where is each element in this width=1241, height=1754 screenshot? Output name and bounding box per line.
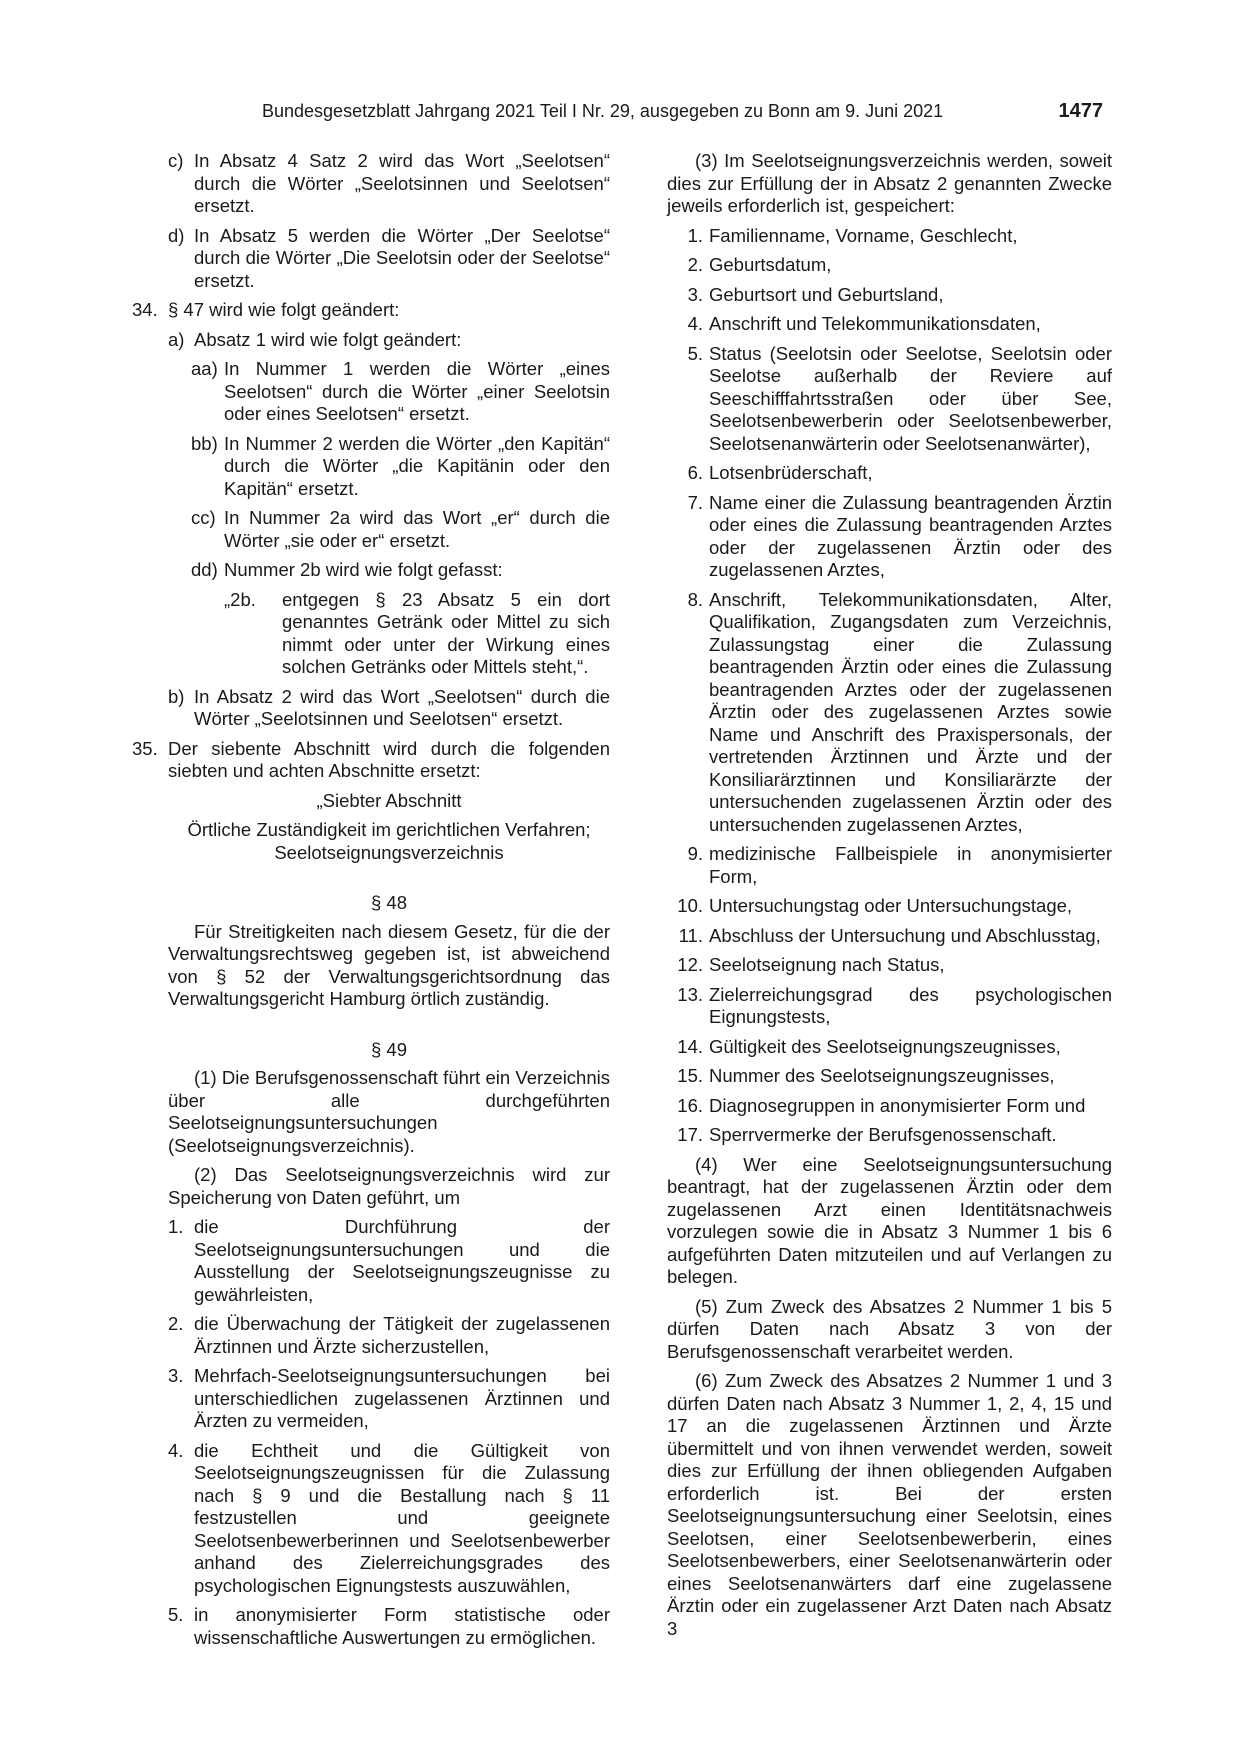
item-label: d) <box>168 224 185 246</box>
section-title: „Siebter Abschnitt <box>316 789 462 811</box>
list-item <box>168 1365 610 1433</box>
item-text: Abschluss der Untersuchung und Abschlusstag, <box>709 924 1101 946</box>
item-text: In Nummer 2a wird das Wort „er“ durch die Wörter „sie oder er“ ersetzt. <box>224 507 610 551</box>
list-item <box>667 343 1112 456</box>
item-text: Nummer 2b wird wie folgt gefasst: <box>224 559 503 580</box>
list-item <box>667 954 1112 977</box>
item-label: 1. <box>687 224 703 246</box>
item-label: 12. <box>677 954 703 975</box>
amendment-item-cc <box>191 507 610 552</box>
item-label: bb) <box>191 432 218 454</box>
amendment-item-35 <box>132 738 610 783</box>
item-label: 5. <box>687 342 703 364</box>
item-text: Geburtsort und Geburtsland, <box>709 283 944 305</box>
gazette-header-text: Bundesgesetzblatt Jahrgang 2021 Teil I Nr. 29, ausgegeben zu Bonn am 9. Juni 2021 <box>262 101 944 121</box>
item-text: Zielerreichungsgrad des psychologischen Eignungstests, <box>709 983 1112 1027</box>
list-item <box>168 1440 610 1598</box>
item-text: Seelotseignung nach Status, <box>709 954 945 975</box>
list-item <box>667 492 1112 582</box>
item-label: 2. <box>168 1313 184 1334</box>
item-text: Geburtsdatum, <box>709 254 832 275</box>
list-item <box>667 1036 1112 1059</box>
paragraph-48-text: Für Streitigkeiten nach diesem Gesetz, für die der Verwaltungsrechtsweg gegeben ist, ist abweichend von § 52 der Verwaltungsgerichtsordnung das Verwaltungsgericht Hamburg örtlich zuständig. <box>168 920 610 1009</box>
item-label: 13. <box>677 983 703 1005</box>
amendment-item-a <box>168 329 610 352</box>
item-text: In Nummer 2 werden die Wörter „den Kapitän“ durch die Wörter „die Kapitänin oder den Kapitän“ ersetzt. <box>224 432 610 499</box>
left-column <box>132 150 610 1656</box>
item-label: dd) <box>191 559 218 580</box>
list-item <box>667 1095 1112 1118</box>
item-text: medizinische Fallbeispiele in anonymisierter Form, <box>709 843 1112 887</box>
paragraph-49-subsection-5: (5) Zum Zweck des Absatzes 2 Nummer 1 bis 5 dürfen Daten nach Absatz 3 von der Berufsgenossenschaft verarbeitet werden. <box>667 1295 1112 1362</box>
amendment-item-aa <box>191 358 610 426</box>
page-header <box>262 100 1103 123</box>
list-item <box>168 1313 610 1358</box>
amendment-item-d <box>168 225 610 293</box>
list-item <box>667 284 1112 307</box>
list-item <box>168 1604 610 1649</box>
list-item <box>667 895 1112 918</box>
item-label: 35. <box>132 737 158 759</box>
quoted-item-2b <box>224 589 610 679</box>
list-item <box>667 1065 1112 1088</box>
item-text: Sperrvermerke der Berufsgenossenschaft. <box>709 1124 1057 1145</box>
item-label: 15. <box>677 1065 703 1086</box>
item-text: Nummer des Seelotseignungszeugnisses, <box>709 1065 1055 1086</box>
item-label: aa) <box>191 358 218 379</box>
paragraph-48-heading: § 48 <box>370 892 407 913</box>
item-text: die Überwachung der Tätigkeit der zugelassenen Ärztinnen und Ärzte sicherzustellen, <box>194 1313 610 1357</box>
paragraph-49-subsection-4: (4) Wer eine Seelotseignungsuntersuchung beantragt, hat der zugelassenen Ärztin oder dem zugelassenen Arzt einen Identitätsnachweis vorzulegen sowie die in Absatz 3 Nummer 1 bis 6 aufgeführten Daten mitzuteilen und auf Verlangen zu belegen. <box>667 1153 1112 1287</box>
item-text: Status (Seelotsin oder Seelotse, Seelotsin oder Seelotse außerhalb der Reviere auf Seeschifffahrtsstraßen oder über See, Seelotsenbewerberin oder Seelotsenbewerber, Seelotsenanwärterin oder Seelotsenanwärter), <box>709 342 1112 454</box>
item-label: 2. <box>687 254 703 275</box>
item-label: „2b. <box>224 588 256 610</box>
item-text: Diagnosegruppen in anonymisierter Form und <box>709 1094 1086 1116</box>
item-label: 6. <box>687 462 703 483</box>
amendment-item-dd <box>191 559 610 582</box>
item-label: 14. <box>677 1035 703 1057</box>
paragraph-49-subsection-6: (6) Zum Zweck des Absatzes 2 Nummer 1 und 3 dürfen Daten nach Absatz 3 Nummer 1, 2, 4, 15 und 17 an die zugelassenen Ärztinnen und Ärzte übermittelt und von ihnen verwendet werden, soweit dies zur Erfüllung der ihnen obliegenden Aufgaben erforderlich ist. Bei der ersten Seelotseignungsuntersuchung einer Seelotsin, eines Seelotsen, einer Seelotsenbewerberin, eines Seelotsenbewerbers, einer Seelotsenanwärterin oder eines Seelotsenanwärters darf eine zugelassene Ärztin oder ein zugelassener Arzt Daten nach Absatz 3 <box>667 1370 1112 1639</box>
item-text: die Echtheit und die Gültigkeit von Seelotseignungszeugnissen für die Zulassung nach § 9 und die Bestallung nach § 11 festzustellen und geeignete Seelotsenbewerberinnen und Seelotsenbewerber anhand des Zielerreichungsgrades des psychologischen Eignungstests auszuwählen, <box>194 1439 610 1596</box>
list-item <box>667 843 1112 888</box>
item-text: in anonymisierter Form statistische oder wissenschaftliche Auswertungen zu ermöglichen. <box>194 1604 610 1648</box>
list-item <box>667 254 1112 277</box>
item-text: Anschrift, Telekommunikationsdaten, Alter, Qualifikation, Zugangsdaten zum Verzeichnis, Zulassungstag einer die Zulassung beantragenden Ärztin oder eines die Zulassung beantragenden Arztes oder der zugelassenen Ärztin oder des zugelassenen Arztes sowie Name und Anschrift des Praxispersonals, der vertretenden Ärztinnen und Ärzte und der Konsiliarärztinnen und Konsiliarärzte der untersuchenden zugelassenen Ärztin oder des untersuchenden zugelassenen Arztes, <box>709 588 1112 835</box>
item-text: Anschrift und Telekommunikationsdaten, <box>709 313 1041 334</box>
item-text: § 47 wird wie folgt geändert: <box>168 299 400 320</box>
page-number: 1477 <box>1058 100 1103 122</box>
item-label: 4. <box>687 313 703 334</box>
item-text: Absatz 1 wird wie folgt geändert: <box>194 328 462 350</box>
item-label: 10. <box>677 895 703 916</box>
paragraph-49-heading: § 49 <box>370 1038 407 1060</box>
item-label: c) <box>168 150 184 171</box>
item-text: In Absatz 2 wird das Wort „Seelotsen“ durch die Wörter „Seelotsinnen und Seelotsen“ ersetzt. <box>194 685 610 729</box>
item-label: 7. <box>687 491 703 513</box>
item-label: 34. <box>132 299 158 320</box>
item-text: Gültigkeit des Seelotseignungszeugnisses, <box>709 1035 1061 1057</box>
item-text: In Absatz 5 werden die Wörter „Der Seelotse“ durch die Wörter „Die Seelotsin oder der Seelotse“ ersetzt. <box>194 224 610 291</box>
list-item <box>667 925 1112 948</box>
item-text: Lotsenbrüderschaft, <box>709 462 873 483</box>
list-item <box>168 1216 610 1306</box>
item-text: Familienname, Vorname, Geschlecht, <box>709 224 1018 246</box>
item-label: 16. <box>677 1094 703 1116</box>
list-item <box>667 984 1112 1029</box>
right-column <box>667 150 1112 1647</box>
item-text: Untersuchungstag oder Untersuchungstage, <box>709 895 1073 916</box>
amendment-item-34 <box>132 299 610 322</box>
amendment-item-b <box>168 686 610 731</box>
list-item <box>667 589 1112 837</box>
item-label: 3. <box>687 283 703 305</box>
item-label: a) <box>168 328 185 350</box>
item-text: In Nummer 1 werden die Wörter „eines Seelotsen“ durch die Wörter „einer Seelotsin oder eines Seelotsen“ ersetzt. <box>224 358 610 424</box>
item-label: 9. <box>687 843 703 864</box>
item-text: Der siebente Abschnitt wird durch die folgenden siebten und achten Abschnitte ersetzt: <box>168 737 610 781</box>
item-label: b) <box>168 685 185 707</box>
amendment-item-c <box>168 150 610 218</box>
list-item <box>667 1124 1112 1147</box>
item-text: Mehrfach-Seelotseignungsuntersuchungen bei unterschiedlichen zugelassenen Ärztinnen und Ärzten zu vermeiden, <box>194 1365 610 1431</box>
item-label: 11. <box>678 924 703 946</box>
paragraph-49-subsection-3: (3) Im Seelotseignungsverzeichnis werden, soweit dies zur Erfüllung der in Absatz 2 genannten Zwecke jeweils erforderlich ist, gespeichert: <box>667 150 1112 216</box>
item-label: 1. <box>168 1216 184 1237</box>
item-text: die Durchführung der Seelotseignungsuntersuchungen und die Ausstellung der Seelotseignungszeugnisse zu gewährleisten, <box>194 1216 610 1305</box>
item-label: 8. <box>687 588 703 610</box>
amendment-item-bb <box>191 433 610 501</box>
item-label: 4. <box>168 1439 184 1461</box>
list-item <box>667 313 1112 336</box>
paragraph-49-subsection-2: (2) Das Seelotseignungsverzeichnis wird zur Speicherung von Daten geführt, um <box>168 1164 610 1208</box>
list-item <box>667 462 1112 485</box>
item-label: 5. <box>168 1604 184 1625</box>
item-label: 3. <box>168 1365 184 1386</box>
section-subtitle: Örtliche Zuständigkeit im gerichtlichen Verfahren; Seelotseignungsverzeichnis <box>187 819 591 863</box>
item-label: 17. <box>677 1124 703 1145</box>
paragraph-49-subsection-1: (1) Die Berufsgenossenschaft führt ein Verzeichnis über alle durchgeführten Seelotseignungsuntersuchungen (Seelotseignungsverzeichnis). <box>168 1067 610 1156</box>
item-text: In Absatz 4 Satz 2 wird das Wort „Seelotsen“ durch die Wörter „Seelotsinnen und Seelotsen“ ersetzt. <box>194 150 610 216</box>
list-item <box>667 225 1112 248</box>
item-text: Name einer die Zulassung beantragenden Ärztin oder eines die Zulassung beantragenden Arztes oder der zugelassenen Ärztin oder des zugelassenen Arztes, <box>709 491 1112 580</box>
item-text: entgegen § 23 Absatz 5 ein dort genanntes Getränk oder Mittel zu sich nimmt oder unter der Wirkung eines solchen Getränks oder Mittels steht,“. <box>282 588 610 677</box>
item-label: cc) <box>191 507 216 528</box>
